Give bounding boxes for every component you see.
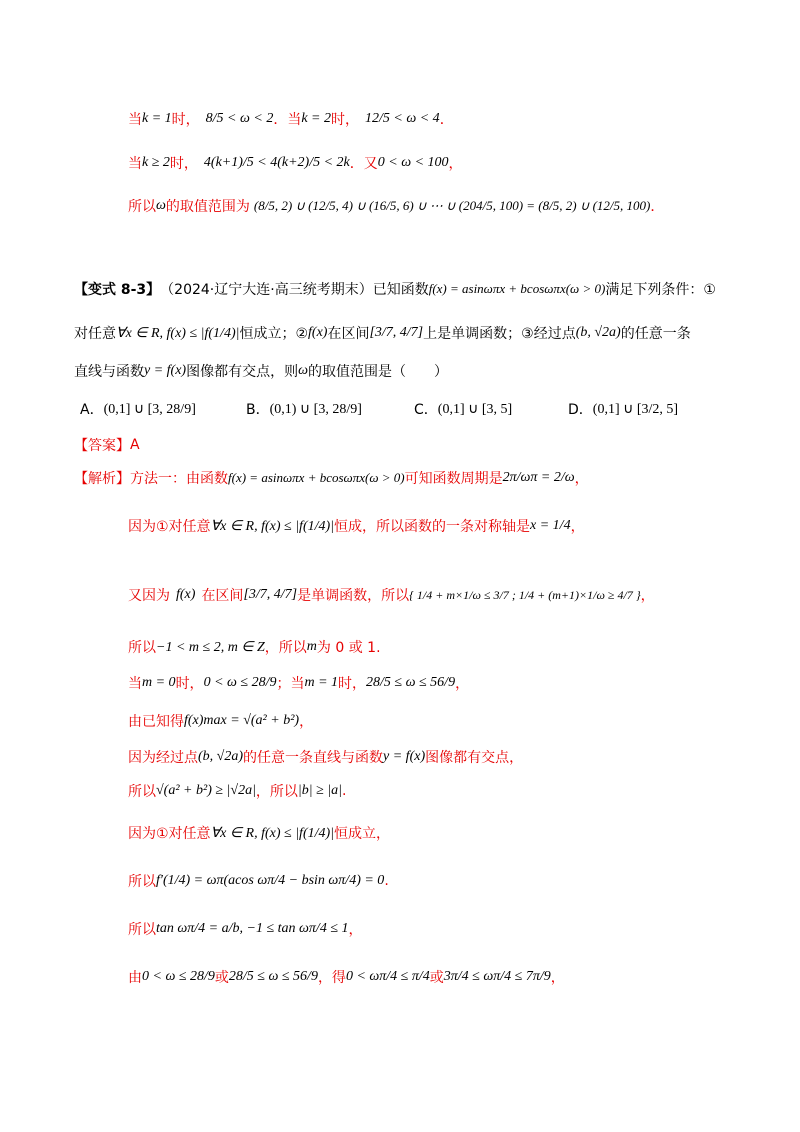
math: f(x) = asinωπx + bcosωπx(ω > 0): [228, 470, 405, 485]
problem-line-1: [74, 274, 716, 304]
text: 当: [128, 156, 142, 172]
text: 恒成，所以函数的一条对称轴是: [334, 519, 531, 535]
math: ω: [298, 363, 308, 378]
text: 是单调函数，所以: [297, 588, 410, 604]
text: 因为①对任意: [128, 519, 211, 535]
math: f′(1/4) = ωπ(acos ωπ/4 − bsin ωπ/4) = 0: [156, 873, 385, 888]
math: 0 < ω < 100: [377, 155, 449, 170]
math: 28/5 ≤ ω ≤ 56/9: [366, 675, 456, 690]
text: ，: [455, 676, 470, 692]
text: .: [384, 873, 389, 889]
math: tan ωπ/4 = a/b, −1 ≤ tan ωπ/4 ≤ 1: [156, 921, 349, 936]
text: 由已知得: [128, 714, 184, 730]
text: ，: [574, 471, 589, 487]
math: y = f(x): [383, 749, 426, 764]
math: 3π/4 ≤ ωπ/4 ≤ 7π/9: [443, 969, 551, 984]
math: ∀x ∈ R, f(x) ≤ |f(1/4)|: [210, 518, 335, 534]
text: 或: [214, 970, 229, 986]
solution-line-2: [128, 511, 585, 541]
solution-line-5: [128, 668, 469, 698]
math: 2π/ωπ = 2/ω: [502, 470, 575, 485]
option-expr: (0,1] ∪ [3, 28/9]: [103, 401, 196, 417]
text: ，: [570, 519, 585, 535]
answer-tag: 【答案】: [74, 438, 130, 454]
top-line-3: [128, 191, 664, 221]
math: 0 < ωπ/4 ≤ π/4: [345, 969, 430, 984]
math: 0 < ω ≤ 28/9: [203, 675, 277, 690]
text: 的任意一条直线与函数: [243, 750, 384, 766]
math: (b, √2a): [198, 749, 244, 764]
math: (b, √2a): [575, 325, 621, 340]
text: ，得: [317, 970, 346, 986]
text: 满足下列条件：①: [605, 282, 716, 298]
math: x = 1/4: [530, 518, 571, 533]
text: ，: [448, 156, 463, 172]
text: ．又: [349, 156, 378, 172]
math: 28/5 ≤ ω ≤ 56/9: [228, 969, 318, 984]
math: −1 < m ≤ 2, m ∈ Z: [156, 639, 265, 655]
option-expr: (0,1] ∪ [3, 5]: [437, 401, 513, 417]
text: .: [342, 783, 347, 799]
text: 已知函数: [372, 282, 429, 298]
solution-line-11: [128, 914, 363, 944]
math: f(x): [308, 325, 328, 340]
text: 上是单调函数；③经过点: [423, 326, 576, 342]
math: [3/7, 4/7]: [369, 325, 424, 340]
top-line-1: [128, 104, 454, 134]
text: 所以: [128, 640, 156, 656]
math: √(a² + b²) ≥ |√2a|: [156, 783, 256, 798]
math: m = 1: [304, 675, 339, 690]
text: ，: [348, 922, 363, 938]
problem-tag: 【变式 8-3】: [74, 282, 161, 298]
text: 图像都有交点，: [425, 750, 524, 766]
problem-line-3: [74, 356, 448, 386]
option-d[interactable]: [568, 394, 678, 424]
text: ，: [640, 588, 655, 604]
text: ，: [299, 714, 314, 730]
text: 直线与函数: [74, 364, 144, 380]
text: 对任意: [74, 326, 116, 342]
option-label: A．: [80, 402, 104, 418]
text: 时，: [171, 112, 200, 128]
math: y = f(x): [144, 363, 187, 378]
text: 为 0 或 1.: [316, 640, 381, 656]
option-expr: (0,1] ∪ [3/2, 5]: [592, 401, 679, 417]
text: ．: [650, 199, 665, 215]
math: k = 1: [142, 111, 172, 126]
math: ∀x ∈ R, f(x) ≤ |f(1/4)|: [210, 825, 335, 841]
solution-line-9: [128, 818, 390, 848]
solution-line-1: [74, 463, 589, 493]
math: 12/5 < ω < 4: [365, 111, 440, 126]
option-c[interactable]: [414, 394, 512, 424]
math: ω: [156, 198, 166, 213]
math: (8/5, 2) ∪ (12/5, 4) ∪ (16/5, 6) ∪ ⋯ ∪ (204/5, 100) = (8/5, 2) ∪ (12/5, 100): [253, 198, 651, 213]
solution-tag: 【解析】: [74, 471, 130, 487]
text: ．当: [273, 112, 302, 128]
math: f(x): [176, 587, 196, 602]
option-a[interactable]: [80, 394, 196, 424]
solution-line-4: [128, 632, 381, 662]
math: 0 < ω ≤ 28/9: [142, 969, 215, 984]
text: ；当: [276, 676, 305, 692]
problem-source: （2024·辽宁大连·高三统考期末）: [160, 282, 373, 298]
text: 因为经过点: [128, 750, 198, 766]
math: { 1/4 + m×1/ω ≤ 3/7 ; 1/4 + (m+1)×1/ω ≥ 4/7 }: [409, 587, 641, 602]
solution-line-3: [128, 580, 655, 610]
text: 因为①对任意: [128, 826, 211, 842]
text: ．: [439, 112, 454, 128]
text: ，所以: [264, 640, 307, 656]
math: 4(k+1)/5 < 4(k+2)/5 < 2k: [203, 155, 350, 170]
text: 当: [128, 112, 142, 128]
solution-line-6: [128, 706, 313, 736]
text: ，: [550, 970, 565, 986]
text: 图像都有交点，则: [186, 364, 299, 380]
solution-line-7: [128, 742, 523, 772]
math: f(x) = asinωπx + bcosωπx(ω > 0): [428, 281, 606, 296]
text: 时，: [175, 676, 204, 692]
solution-line-10: [128, 866, 389, 896]
text: 恒成立；②: [239, 326, 309, 342]
text: 所以: [128, 874, 156, 890]
math: |b| ≥ |a|: [297, 783, 342, 798]
text: 的任意一条: [620, 326, 691, 342]
solution-line-8: [128, 776, 346, 806]
option-expr: (0,1) ∪ [3, 28/9]: [269, 401, 362, 417]
option-label: C．: [414, 402, 438, 418]
math: [3/7, 4/7]: [243, 587, 298, 602]
text: 时，: [169, 156, 198, 172]
text: ，所以: [255, 784, 298, 800]
text: 时，: [331, 112, 360, 128]
top-line-2: [128, 148, 463, 178]
text: 或: [429, 970, 444, 986]
math: m = 0: [142, 675, 176, 690]
answer-line: [74, 430, 140, 460]
math: m: [306, 639, 317, 654]
text: 当: [128, 676, 142, 692]
text: 在区间: [201, 588, 244, 604]
text: 的取值范围为: [165, 199, 250, 215]
text: 方法一：由函数: [130, 471, 228, 487]
text: 由: [128, 970, 142, 986]
option-label: D．: [568, 402, 593, 418]
math: 8/5 < ω < 2: [205, 111, 274, 126]
text: 又因为: [128, 588, 170, 604]
solution-line-12: [128, 962, 565, 992]
problem-line-2: [74, 318, 691, 348]
option-b[interactable]: [246, 394, 362, 424]
math: k ≥ 2: [142, 155, 170, 170]
text: 所以: [128, 922, 156, 938]
text: 恒成立，: [334, 826, 391, 842]
text: 时，: [338, 676, 367, 692]
text: 在区间: [327, 326, 370, 342]
math: ∀x ∈ R, f(x) ≤ |f(1/4)|: [116, 325, 240, 341]
text: 所以: [128, 784, 156, 800]
math: f(x)max = √(a² + b²): [184, 713, 300, 728]
text: 可知函数周期是: [404, 471, 503, 487]
math: k = 2: [301, 111, 332, 126]
text: 所以: [128, 199, 156, 215]
answer-value: A: [130, 437, 140, 453]
option-label: B．: [246, 402, 270, 418]
text: 的取值范围是（ ）: [307, 364, 448, 380]
